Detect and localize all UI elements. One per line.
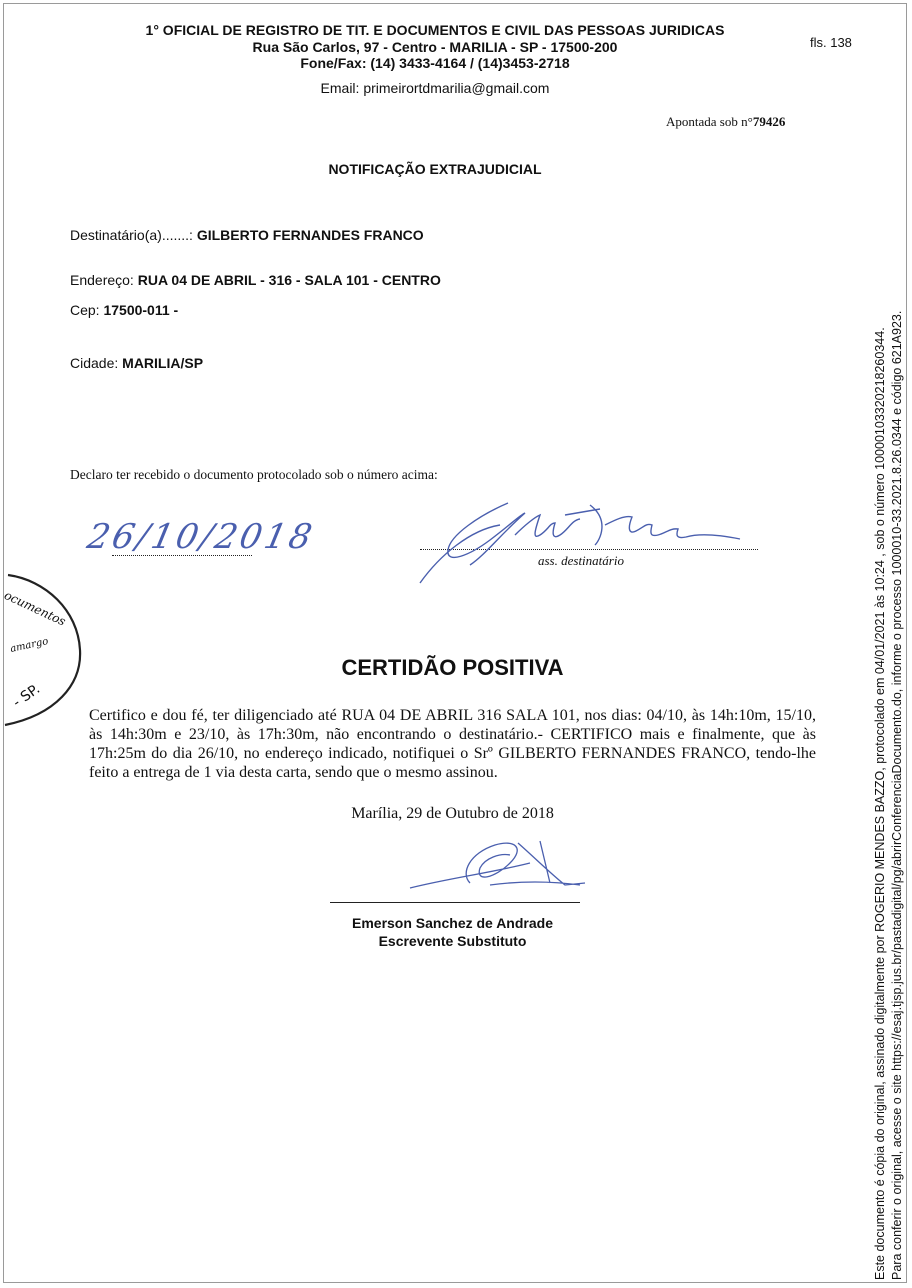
recipient-address-label: Endereço: (70, 272, 138, 288)
registry-name: 1° OFICIAL DE REGISTRO DE TIT. E DOCUMENTOS E CIVIL DAS PESSOAS JURIDICAS (145, 22, 725, 38)
registry-email: Email: primeirortdmarilia@gmail.com (320, 80, 550, 96)
receipt-declaration: Declaro ter recebido o documento protocolado sob o número acima: (70, 467, 438, 482)
recipient-city-label: Cidade: (70, 355, 123, 371)
page-reference: fls. 138 (810, 35, 852, 50)
recipient-cep: 17500-011 - (103, 302, 179, 318)
stamp-text-2: amargo (9, 636, 50, 655)
digital-signature-line-2: Para conferir o original, acesse o site https://esaj.tjsp.jus.br/pastadigital/pg/abrirConferenciaDocumento.do, informe o processo 1000010-33.2021.8.26.0344 e código 621A923. (890, 310, 904, 1280)
clerk-signature-line (330, 902, 580, 903)
document-title: NOTIFICAÇÃO EXTRAJUDICIAL (328, 161, 542, 177)
handwritten-date: 26/10/2018 (83, 517, 319, 557)
recipient-city-row (70, 355, 203, 371)
clerk-name: Emerson Sanchez de Andrade (352, 915, 553, 931)
signature-label: ass. destinatário (538, 553, 624, 568)
stamp-text-1: ocumentos (2, 588, 68, 629)
digital-signature-note (872, 210, 906, 1280)
apontada-line (666, 114, 785, 130)
registry-address: Rua São Carlos, 97 - Centro - MARILIA - SP - 17500-200 (252, 39, 618, 55)
registry-phone: Fone/Fax: (14) 3433-4164 / (14)3453-2718 (300, 55, 570, 71)
digital-signature-line-1: Este documento é cópia do original, assinado digitalmente por ROGERIO MENDES BAZZO, protocolado em 04/01/2021 às 10:24 , sob o número 10000103320218260344. (873, 327, 887, 1280)
recipient-address: RUA 04 DE ABRIL - 316 - SALA 101 - CENTRO (137, 272, 441, 288)
recipient-cep-label: Cep: (70, 302, 104, 318)
certificate-title: CERTIDÃO POSITIVA (341, 655, 564, 680)
page-border (3, 3, 907, 1283)
stamp-text-3: - SP. (10, 681, 44, 711)
recipient-cep-row (70, 302, 178, 318)
place-date: Marília, 29 de Outubro de 2018 (351, 805, 554, 822)
recipient-name-label: Destinatário(a).......: (70, 227, 197, 243)
recipient-signature (400, 495, 760, 590)
recipient-name: GILBERTO FERNANDES FRANCO (196, 227, 424, 243)
apontada-label: Apontada sob n° (666, 114, 753, 129)
recipient-address-row (70, 272, 441, 288)
recipient-name-row (70, 227, 424, 243)
certificate-body: Certifico e dou fé, ter diligenciado até RUA 04 DE ABRIL 316 SALA 101, nos dias: 04/10, às 14h:10m, 15/10, às 14h:30m e 23/10, às 17h:30m, não encontrando o destinatário.- CERTIFICO mais e finalmente, que às 17h:25m do dia 26/10, no endereço indicado, notifiquei o Srº GILBERTO FERNANDES FRANCO, tendo-lhe feito a entrega de 1 via desta carta, sendo que o mesmo assinou. (89, 707, 816, 781)
apontada-number: 79426 (752, 114, 786, 129)
clerk-signature (400, 833, 600, 898)
recipient-city: MARILIA/SP (122, 355, 204, 371)
clerk-role: Escrevente Substituto (378, 933, 527, 949)
